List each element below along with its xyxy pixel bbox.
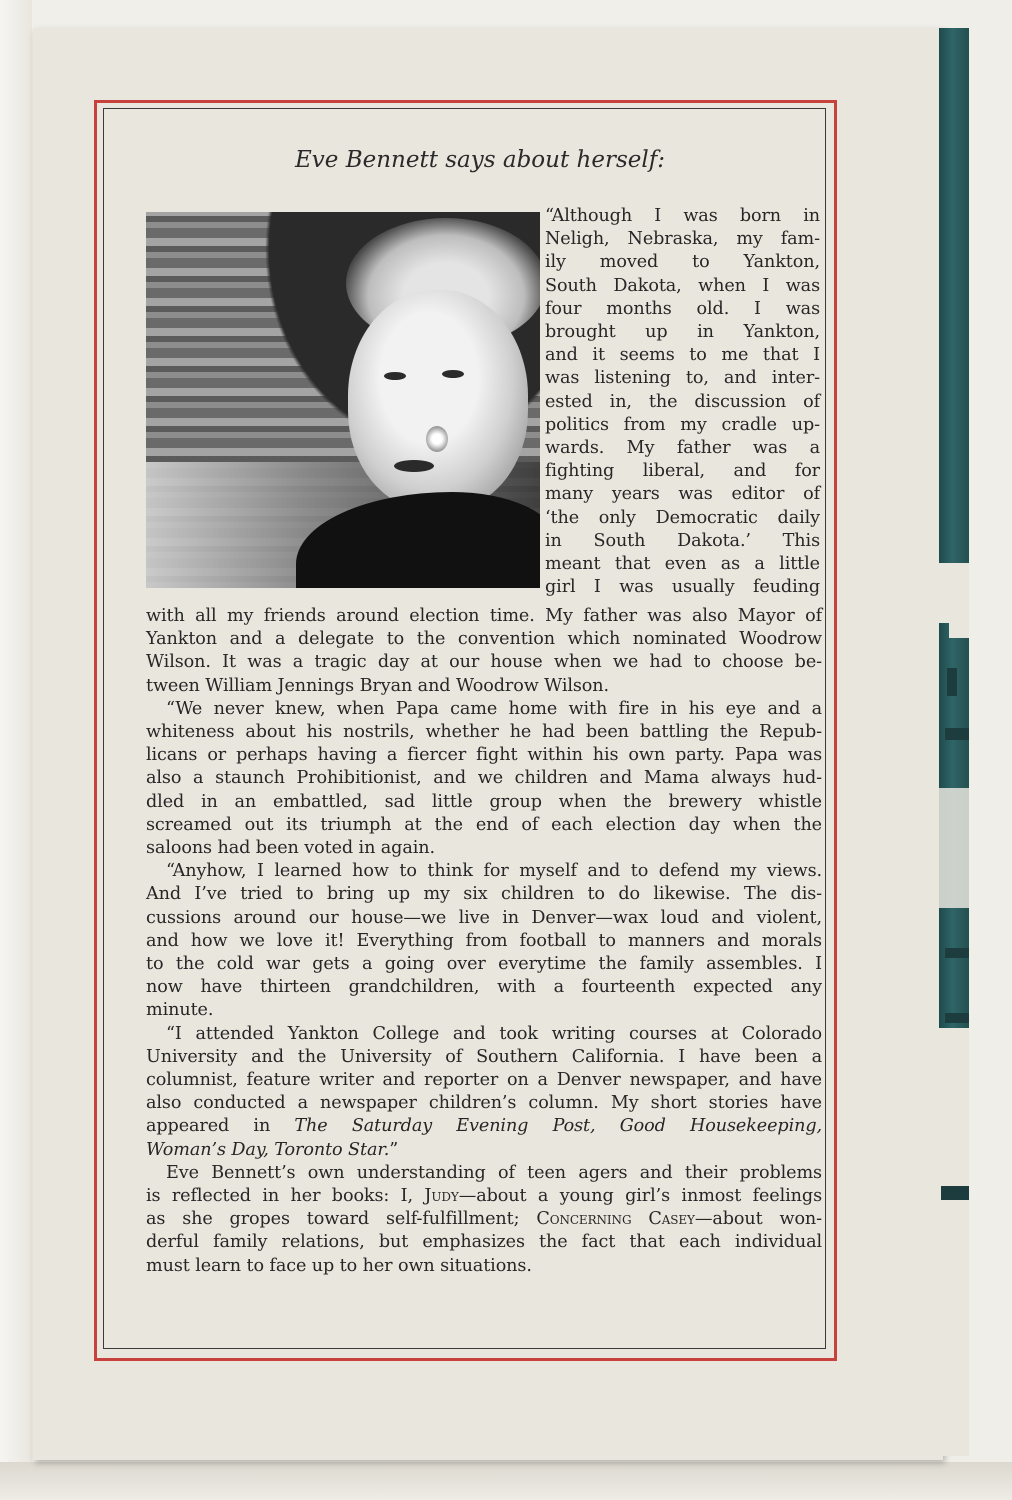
text-line: University and the University of Southern California. I have been a: [146, 1046, 822, 1067]
text-line: “Although I was born in: [545, 206, 820, 226]
spine-mark: [941, 1186, 969, 1200]
text-line: columnist, feature writer and reporter on a Denver newspaper, and have: [146, 1070, 822, 1091]
text-fragment: —about won-: [694, 1209, 823, 1230]
page-heading: Eve Bennett says about herself:: [295, 147, 665, 173]
text-line-with-italics: [146, 1115, 822, 1138]
text-line: Neligh, Nebraska, my fam-: [545, 229, 820, 250]
photo-eye: [442, 370, 464, 378]
book-title: Concerning Casey: [536, 1209, 695, 1230]
text-line: also conducted a newspaper children’s column. My short stories have: [146, 1093, 822, 1114]
text-line: was listening to, and inter-: [545, 368, 820, 389]
text-line: And I’ve tried to bring up my six children to do likewise. The dis-: [146, 884, 822, 905]
text-line: now have thirteen grandchildren, with a fourteenth expected any: [146, 977, 822, 998]
text-line-with-book-title: [146, 1208, 822, 1231]
bio-text-full-width: [146, 605, 822, 1278]
bio-text-beside-photo: [545, 205, 820, 599]
text-line: fighting liberal, and for: [545, 461, 820, 482]
spine-light-lower: [939, 1028, 969, 1456]
text-line: licans or perhaps having a fiercer fight within his own party. Papa was: [146, 745, 822, 766]
text-fragment: is reflected in her books:: [146, 1186, 401, 1207]
text-line: Wilson. It was a tragic day at our house when we had to choose be-: [146, 652, 822, 673]
text-line: ily moved to Yankton,: [545, 252, 820, 273]
text-line: South Dakota, when I was: [545, 275, 820, 296]
text-line-with-italics: [146, 1139, 822, 1162]
text-line: dled in an embattled, sad little group when the brewery whistle: [146, 791, 822, 812]
text-line: “I attended Yankton College and took writing courses at Colorado: [166, 1023, 822, 1044]
text-line: “Anyhow, I learned how to think for myself and to defend my views.: [166, 861, 822, 882]
text-line: and how we love it! Everything from football to manners and morals: [146, 930, 822, 951]
publication-titles: The Saturday Evening Post, Good Housekeeping,: [294, 1116, 822, 1137]
spine-light-patch: [949, 618, 969, 638]
text-line-with-book-title: [146, 1185, 822, 1208]
spine-mark: [945, 728, 969, 740]
book-title: I, Judy: [400, 1186, 459, 1207]
text-fragment: appeared in: [146, 1116, 295, 1137]
spine-light-band: [939, 563, 969, 623]
author-photo: [146, 212, 540, 588]
backdrop: [0, 0, 32, 1500]
text-line: ested in, the discussion of: [545, 391, 820, 412]
text-fragment: as she gropes toward self-fulfillment;: [146, 1209, 537, 1230]
text-line: cussions around our house—we live in Denver—wax loud and violent,: [146, 907, 822, 928]
text-line: to the cold war gets a going over everytime the family assembles. I: [146, 954, 822, 975]
text-line: wards. My father was a: [545, 438, 820, 459]
text-line: “We never knew, when Papa came home with fire in his eye and a: [166, 698, 822, 719]
text-line: must learn to face up to her own situations.: [146, 1255, 532, 1276]
text-line: whiteness about his nostrils, whether he had been battling the Repub-: [146, 722, 822, 743]
text-line: ‘the only Democratic daily: [545, 507, 820, 528]
spine-worn-area: [939, 788, 969, 908]
text-line: screamed out its triumph at the end of each election day when the: [146, 814, 822, 835]
text-line: derful family relations, but emphasizes the fact that each individual: [146, 1232, 822, 1253]
text-line: and it seems to me that I: [545, 345, 820, 366]
text-line: meant that even as a little: [545, 554, 820, 575]
backdrop-bottom: [0, 1462, 1012, 1500]
text-line: Eve Bennett’s own understanding of teen agers and their problems: [166, 1162, 822, 1183]
text-line: many years was editor of: [545, 484, 820, 505]
book-spine-edge: [939, 28, 969, 1456]
text-line: four months old. I was: [545, 298, 820, 319]
text-line: saloons had been voted in again.: [146, 838, 435, 859]
text-line: politics from my cradle up-: [545, 414, 820, 435]
text-line: with all my friends around election time. My father was also Mayor of: [146, 606, 822, 626]
photo-face: [348, 290, 528, 510]
photo-earring: [426, 426, 448, 452]
text-line: girl I was usually feuding: [545, 577, 820, 598]
publication-titles: Woman’s Day, Toronto Star.: [146, 1139, 390, 1160]
text-fragment: ”: [389, 1139, 399, 1160]
text-line: minute.: [146, 1000, 214, 1021]
photo-mouth: [394, 460, 434, 472]
spine-mark: [945, 1013, 969, 1023]
spine-mark: [947, 668, 957, 696]
text-line: Yankton and a delegate to the convention which nominated Woodrow: [146, 629, 822, 650]
photo-eye: [384, 372, 406, 380]
text-fragment: —about a young girl’s inmost feelings: [458, 1186, 822, 1207]
spine-mark: [945, 948, 969, 958]
text-line: tween William Jennings Bryan and Woodrow Wilson.: [146, 675, 610, 696]
text-line: brought up in Yankton,: [545, 322, 820, 343]
text-line: in South Dakota.’ This: [545, 530, 820, 551]
text-line: also a staunch Prohibitionist, and we children and Mama always hud-: [146, 768, 822, 789]
